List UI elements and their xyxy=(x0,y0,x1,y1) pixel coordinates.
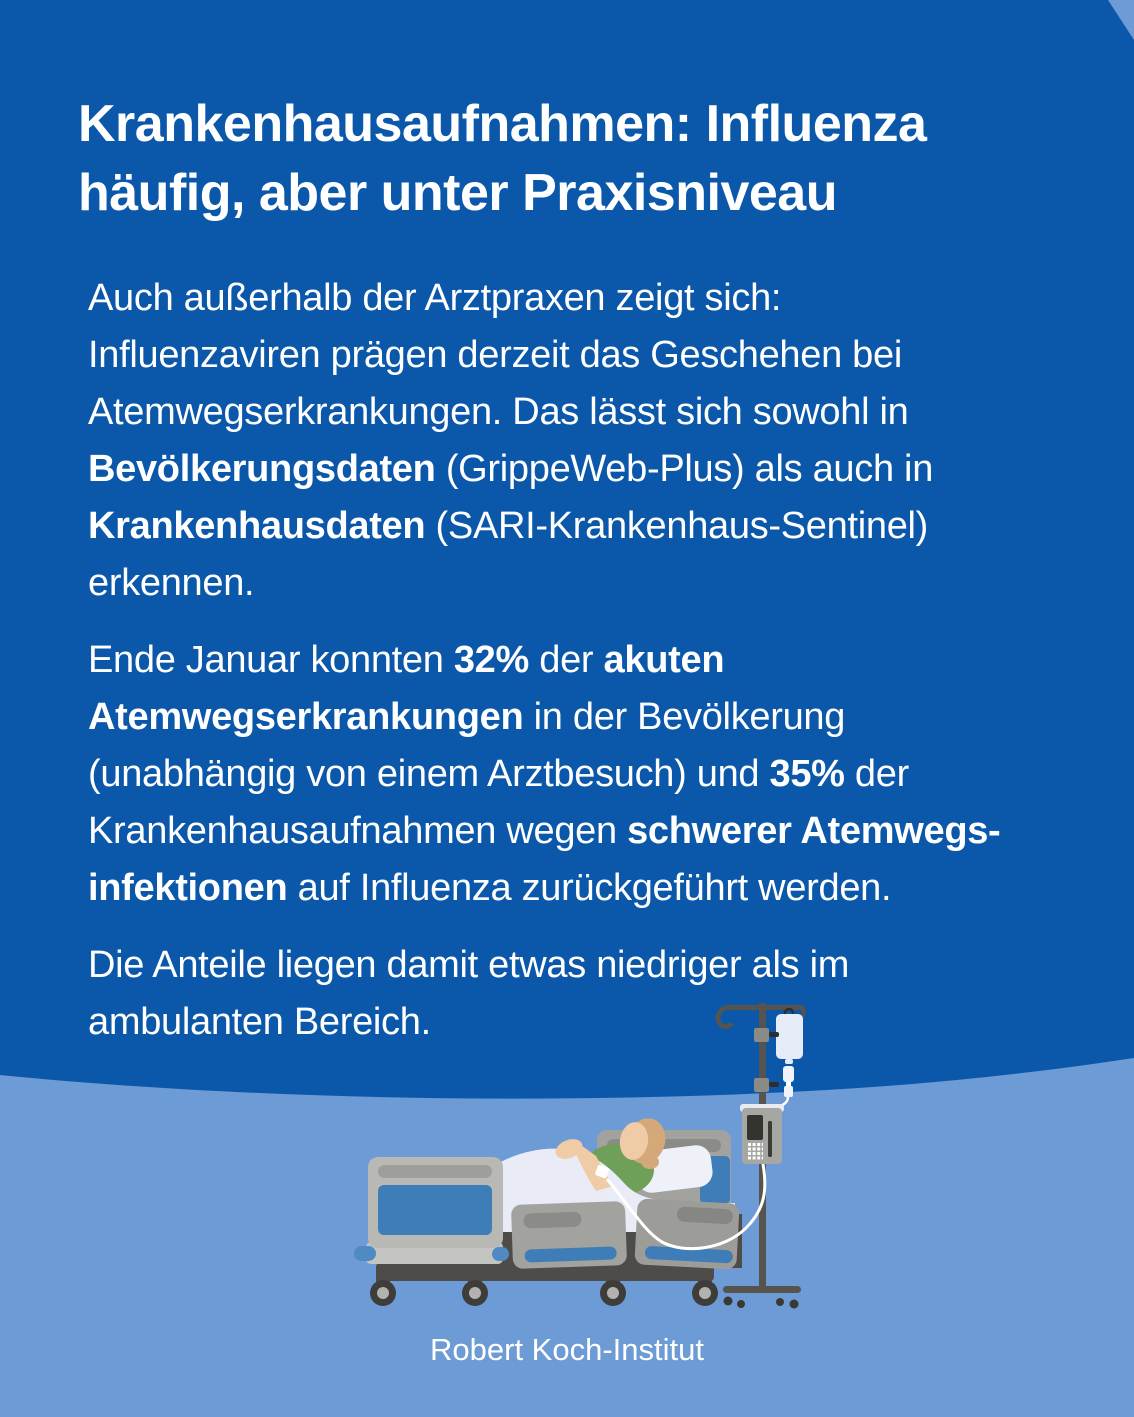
text-segment: Krankenhausaufnahmen wegen xyxy=(88,810,628,852)
text-segment: ambulanten Bereich. xyxy=(88,1001,431,1043)
text-line xyxy=(88,994,1088,1051)
text-line xyxy=(78,159,1088,228)
text-line xyxy=(88,498,1088,555)
text-segment: Krankenhausaufnahmen: Influenza xyxy=(78,95,927,153)
text-segment: Bevölkerungsdaten xyxy=(88,448,436,490)
text-segment: in der Bevölkerung xyxy=(523,696,846,738)
text-line xyxy=(88,555,1088,612)
text-segment: erkennen. xyxy=(88,562,255,604)
body-text xyxy=(88,270,1088,1071)
text-line xyxy=(88,746,1088,803)
text-segment: Krankenhausdaten xyxy=(88,505,426,547)
text-line xyxy=(88,803,1088,860)
text-segment: (SARI-Krankenhaus-Sentinel) xyxy=(425,505,929,547)
paragraph-population-data xyxy=(88,270,1088,612)
text-segment: Ende Januar konnten xyxy=(88,639,454,681)
text-line xyxy=(88,632,1088,689)
text-segment: (GrippeWeb-Plus) als auch in xyxy=(435,448,934,490)
text-line xyxy=(88,689,1088,746)
paragraph-comparison xyxy=(88,937,1088,1051)
text-segment: Atemwegserkrankungen xyxy=(88,696,524,738)
text-segment: infektionen xyxy=(88,867,288,909)
bed-foot-board xyxy=(354,1157,509,1264)
text-segment: häufig, aber unter Praxisniveau xyxy=(78,164,837,222)
text-segment: (unabhängig von einem Arztbesuch) und xyxy=(88,753,770,795)
infusion-pump xyxy=(740,1104,784,1164)
text-line xyxy=(88,384,1088,441)
page-title xyxy=(78,90,1088,228)
text-segment: der xyxy=(529,639,604,681)
text-segment: auf Influenza zurückgeführt werden. xyxy=(287,867,892,909)
text-segment: Influenzaviren prägen derzeit das Geschehen bei xyxy=(88,334,902,376)
text-segment: Die Anteile liegen damit etwas niedriger als im xyxy=(88,944,850,986)
paragraph-percentages xyxy=(88,632,1088,917)
text-segment: akuten xyxy=(603,639,725,681)
text-segment: der xyxy=(844,753,909,795)
text-segment: schwerer Atemwegs- xyxy=(627,810,1001,852)
text-line xyxy=(88,441,1088,498)
text-line xyxy=(88,860,1088,917)
text-segment: 35% xyxy=(769,753,845,795)
text-line xyxy=(88,270,1088,327)
text-segment: 32% xyxy=(453,639,529,681)
source-label: Robert Koch-Institut xyxy=(430,1332,704,1367)
text-line xyxy=(88,327,1088,384)
text-segment: Auch außerhalb der Arztpraxen zeigt sich: xyxy=(88,277,782,319)
text-line xyxy=(78,90,1088,159)
text-segment: Atemwegserkrankungen. Das lässt sich sowohl in xyxy=(88,391,909,433)
text-line xyxy=(88,937,1088,994)
corner-triangle xyxy=(1108,0,1134,40)
